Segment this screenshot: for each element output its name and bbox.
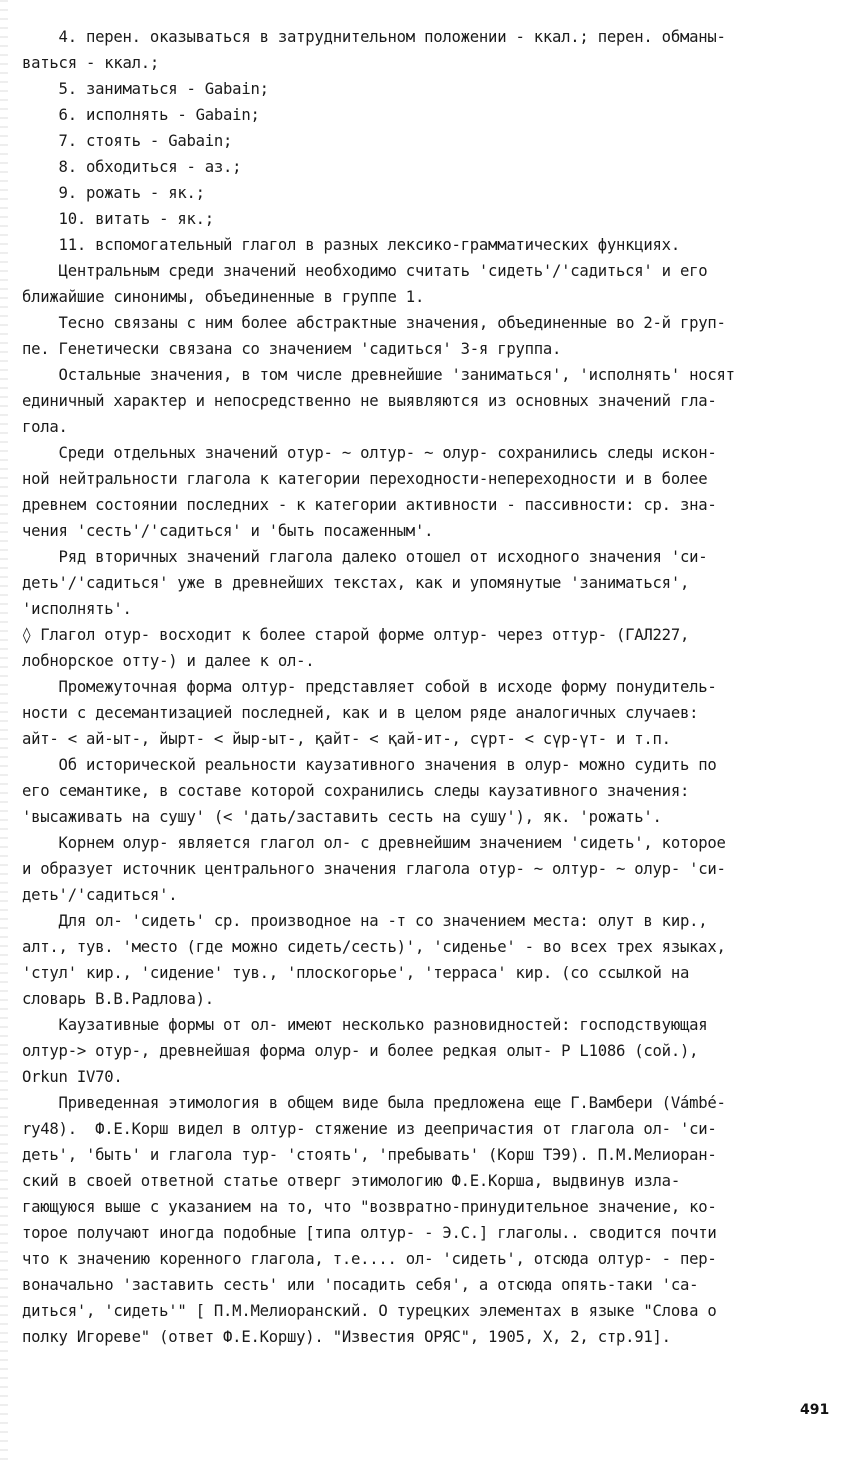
page-number: 491 bbox=[800, 1402, 830, 1418]
text-line: 'исполнять'. bbox=[22, 600, 132, 618]
text-line: гающуюся выше с указанием на то, что "возвратно-принудительное значение, ко- bbox=[22, 1198, 717, 1216]
text-line: 6. исполнять - Gabain; bbox=[22, 106, 260, 124]
text-line: Для ол- 'сидеть' ср. производное на -т со значением места: олут в кир., bbox=[22, 912, 708, 930]
text-line: его семантике, в составе которой сохранились следы каузативного значения: bbox=[22, 782, 690, 800]
text-line: лобнорское отту-) и далее к ол-. bbox=[22, 652, 315, 670]
text-line: 7. стоять - Gabain; bbox=[22, 132, 233, 150]
text-line: ◊ Глагол отур- восходит к более старой форме олтур- через оттур- (ГАЛ227, bbox=[22, 626, 690, 644]
text-line: торое получают иногда подобные [типа олтур- - Э.С.] глаголы.. сводится почти bbox=[22, 1224, 717, 1242]
text-line: 'стул' кир., 'сидение' тув., 'плоскогорье', 'терраса' кир. (со ссылкой на bbox=[22, 964, 690, 982]
text-line: айт- < ай-ыт-, йырт- < йыр-ыт-, қайт- < қай-ит-, сүрт- < сүр-үт- и т.п. bbox=[22, 730, 671, 748]
text-line: и образует источник центрального значения глагола отур- ~ олтур- ~ олур- 'си- bbox=[22, 860, 726, 878]
text-line: единичный характер и непосредственно не выявляются из основных значений гла- bbox=[22, 392, 717, 410]
text-line: ваться - ккал.; bbox=[22, 54, 160, 72]
text-line: Каузативные формы от ол- имеют несколько разновидностей: господствующая bbox=[22, 1016, 708, 1034]
text-line: ближайшие синонимы, объединенные в группе 1. bbox=[22, 288, 425, 306]
text-line: деть'/'садиться'. bbox=[22, 886, 178, 904]
text-line: 5. заниматься - Gabain; bbox=[22, 80, 269, 98]
text-line: алт., тув. 'место (где можно сидеть/сесть)', 'сиденье' - во всех трех языках, bbox=[22, 938, 726, 956]
text-line: пе. Генетически связана со значением 'садиться' 3-я группа. bbox=[22, 340, 562, 358]
text-line: Orkun IV70. bbox=[22, 1068, 123, 1086]
text-line: Тесно связаны с ним более абстрактные значения, объединенные во 2-й груп- bbox=[22, 314, 726, 332]
text-line: ry48). Ф.Е.Корш видел в олтур- стяжение из деепричастия от глагола ол- 'си- bbox=[22, 1120, 717, 1138]
text-line: Остальные значения, в том числе древнейшие 'заниматься', 'исполнять' носят bbox=[22, 366, 735, 384]
text-line: словарь В.В.Радлова). bbox=[22, 990, 214, 1008]
text-line: 'высаживать на сушу' (< 'дать/заставить сесть на сушу'), як. 'рожать'. bbox=[22, 808, 662, 826]
text-line: что к значению коренного глагола, т.е.... ол- 'сидеть', отсюда олтур- - пер- bbox=[22, 1250, 717, 1268]
text-line: ский в своей ответной статье отверг этимологию Ф.Е.Корша, выдвинув изла- bbox=[22, 1172, 680, 1190]
text-line: воначально 'заставить сесть' или 'посадить себя', а отсюда опять-таки 'са- bbox=[22, 1276, 699, 1294]
text-line: деть'/'садиться' уже в древнейших текстах, как и упомянутые 'заниматься', bbox=[22, 574, 690, 592]
text-line: деть', 'быть' и глагола тур- 'стоять', 'пребывать' (Корш ТЭ9). П.М.Мелиоран- bbox=[22, 1146, 717, 1164]
text-line: древнем состоянии последних - к категории активности - пассивности: ср. зна- bbox=[22, 496, 717, 514]
text-line: Промежуточная форма олтур- представляет собой в исходе форму понудитель- bbox=[22, 678, 717, 696]
text-line: Приведенная этимология в общем виде была предложена еще Г.Вамбери (Vámbé- bbox=[22, 1094, 726, 1112]
text-line: 11. вспомогательный глагол в разных лексико-грамматических функциях. bbox=[22, 236, 680, 254]
text-line: 4. перен. оказываться в затруднительном положении - ккал.; перен. обманы- bbox=[22, 28, 726, 46]
text-line: 10. витать - як.; bbox=[22, 210, 214, 228]
text-line: диться', 'сидеть'" [ П.М.Мелиоранский. О турецких элементах в языке "Слова о bbox=[22, 1302, 717, 1320]
text-line: полку Игореве" (ответ Ф.Е.Коршу). "Известия ОРЯС", 1905, Х, 2, стр.91]. bbox=[22, 1328, 671, 1346]
body-text bbox=[22, 24, 842, 1350]
text-line: 8. обходиться - аз.; bbox=[22, 158, 242, 176]
text-line: Корнем олур- является глагол ол- с древнейшим значением 'сидеть', которое bbox=[22, 834, 726, 852]
text-line: чения 'сесть'/'садиться' и 'быть посаженным'. bbox=[22, 522, 434, 540]
scan-margin-noise bbox=[0, 0, 8, 1460]
text-line: гола. bbox=[22, 418, 68, 436]
text-line: Центральным среди значений необходимо считать 'сидеть'/'садиться' и его bbox=[22, 262, 708, 280]
text-line: Об исторической реальности каузативного значения в олур- можно судить по bbox=[22, 756, 717, 774]
text-line: ной нейтральности глагола к категории переходности-непереходности и в более bbox=[22, 470, 708, 488]
text-line: олтур-> отур-, древнейшая форма олур- и более редкая олыт- Р L1086 (сой.), bbox=[22, 1042, 699, 1060]
text-line: 9. рожать - як.; bbox=[22, 184, 205, 202]
text-line: ности с десемантизацией последней, как и в целом ряде аналогичных случаев: bbox=[22, 704, 699, 722]
text-line: Среди отдельных значений отур- ~ олтур- ~ олур- сохранились следы искон- bbox=[22, 444, 717, 462]
text-line: Ряд вторичных значений глагола далеко отошел от исходного значения 'си- bbox=[22, 548, 708, 566]
